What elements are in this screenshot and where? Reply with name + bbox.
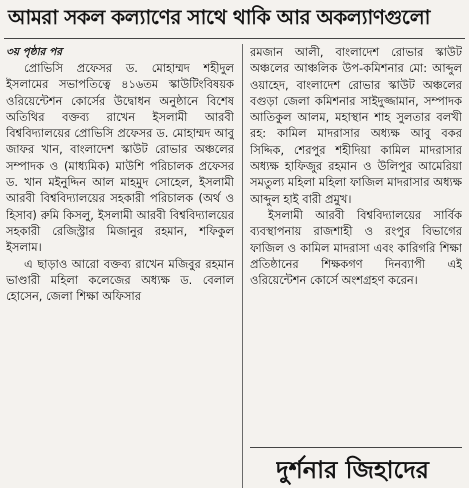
right-column xyxy=(250,44,462,444)
left-paragraph-2: এ ছাড়াও আরো বক্তব্য রাখেন মজিবুর রহমান ভাণ্ডারী মহিলা কলেজের অধ্যক্ষ ড. বেলাল হোসেন, জেলা শিক্ষা অফিসার xyxy=(6,256,234,304)
right-paragraph-2: ইসলামী আরবী বিশ্ববিদ্যালয়ের সার্বিক ব্যবস্থাপনায় রাজশাহী ও রংপুর বিভাগের ফাজিল ও কামিল মাদরাসা এবং কারিগরি শিক্ষা প্রতিষ্ঠানের শিক্ষকগণ দিনব্যাপী এই ওরিয়েন্টেশন কোর্সে অংশগ্রহণ করেন। xyxy=(250,207,462,288)
next-article-headline: দুর্শনার জিহাদের xyxy=(276,456,430,484)
right-paragraph-1: রমজান আলী, বাংলাদেশ রোভার স্কাউট অঞ্চলের আঞ্চলিক উপ-কমিশনার মো: আব্দুল ওয়াহেদ, বাংলাদেশ রোভার স্কাউট অঞ্চলের বগুড়া জেলা কমিশনার সাইদুজ্জামান, সম্পাদক আতিকুল আলম, মহাস্থান শাহ সুলতার বলখী রহ: কামিল মাদরাসার অধ্যক্ষ আবু বকর সিদ্দিক, শেরপুর শহীদিয়া কামিল মাদরাসার অধ্যক্ষ হাফিজুর রহমান ও উলিপুর আমেরিয়া সমতুল্য মহিলা মহিলা ফাজিল মাদরাসার অধ্যক্ষ আব্দুল হাই বারী প্রমুখ। xyxy=(250,45,462,206)
left-paragraph-1: প্রোভিসি প্রফেসর ড. মোহাম্মদ শহীদুল ইসলামের সভাপতিত্বে ৪১৬তম স্কাউটিংবিষয়ক ওরিয়েন্টেশন কোর্সের উদ্বোধন অনুষ্ঠানে বিশেষ অতিথির বক্তব্য রাখেন ইসলামী আরবী বিশ্ববিদ্যালয়ের প্রোভিসি প্রফেসর ড. মোহাম্মদ আবু জাফর খান, বাংলাদেশ স্কাউট রোভার অঞ্চলের সম্পাদক ও (মাধ্যমিক) মাউশি পরিচালক প্রফেসর ড. খান মইনুদ্দিন আল মাহমুদ সোহেল, ইসলামী আরবী বিশ্ববিদ্যালয়ের সহকারী পরিচালক (অর্থ ও হিসাব) রুমি কিসলু, ইসলামী আরবী বিশ্ববিদ্যালয়ের সহকারী রেজিস্ট্রার মিজানুর রহমান, শফিকুল ইসলাম। xyxy=(6,61,234,255)
continued-from-label: ৩য় পৃষ্ঠার পর xyxy=(6,46,63,58)
headline-rule xyxy=(4,38,465,39)
left-column xyxy=(6,44,234,488)
headline: আমরা সকল কল্যাণের সাথে থাকি আর অকল্যাণগুলো xyxy=(8,5,430,29)
column-divider xyxy=(242,44,243,488)
next-article-rule xyxy=(250,447,462,448)
